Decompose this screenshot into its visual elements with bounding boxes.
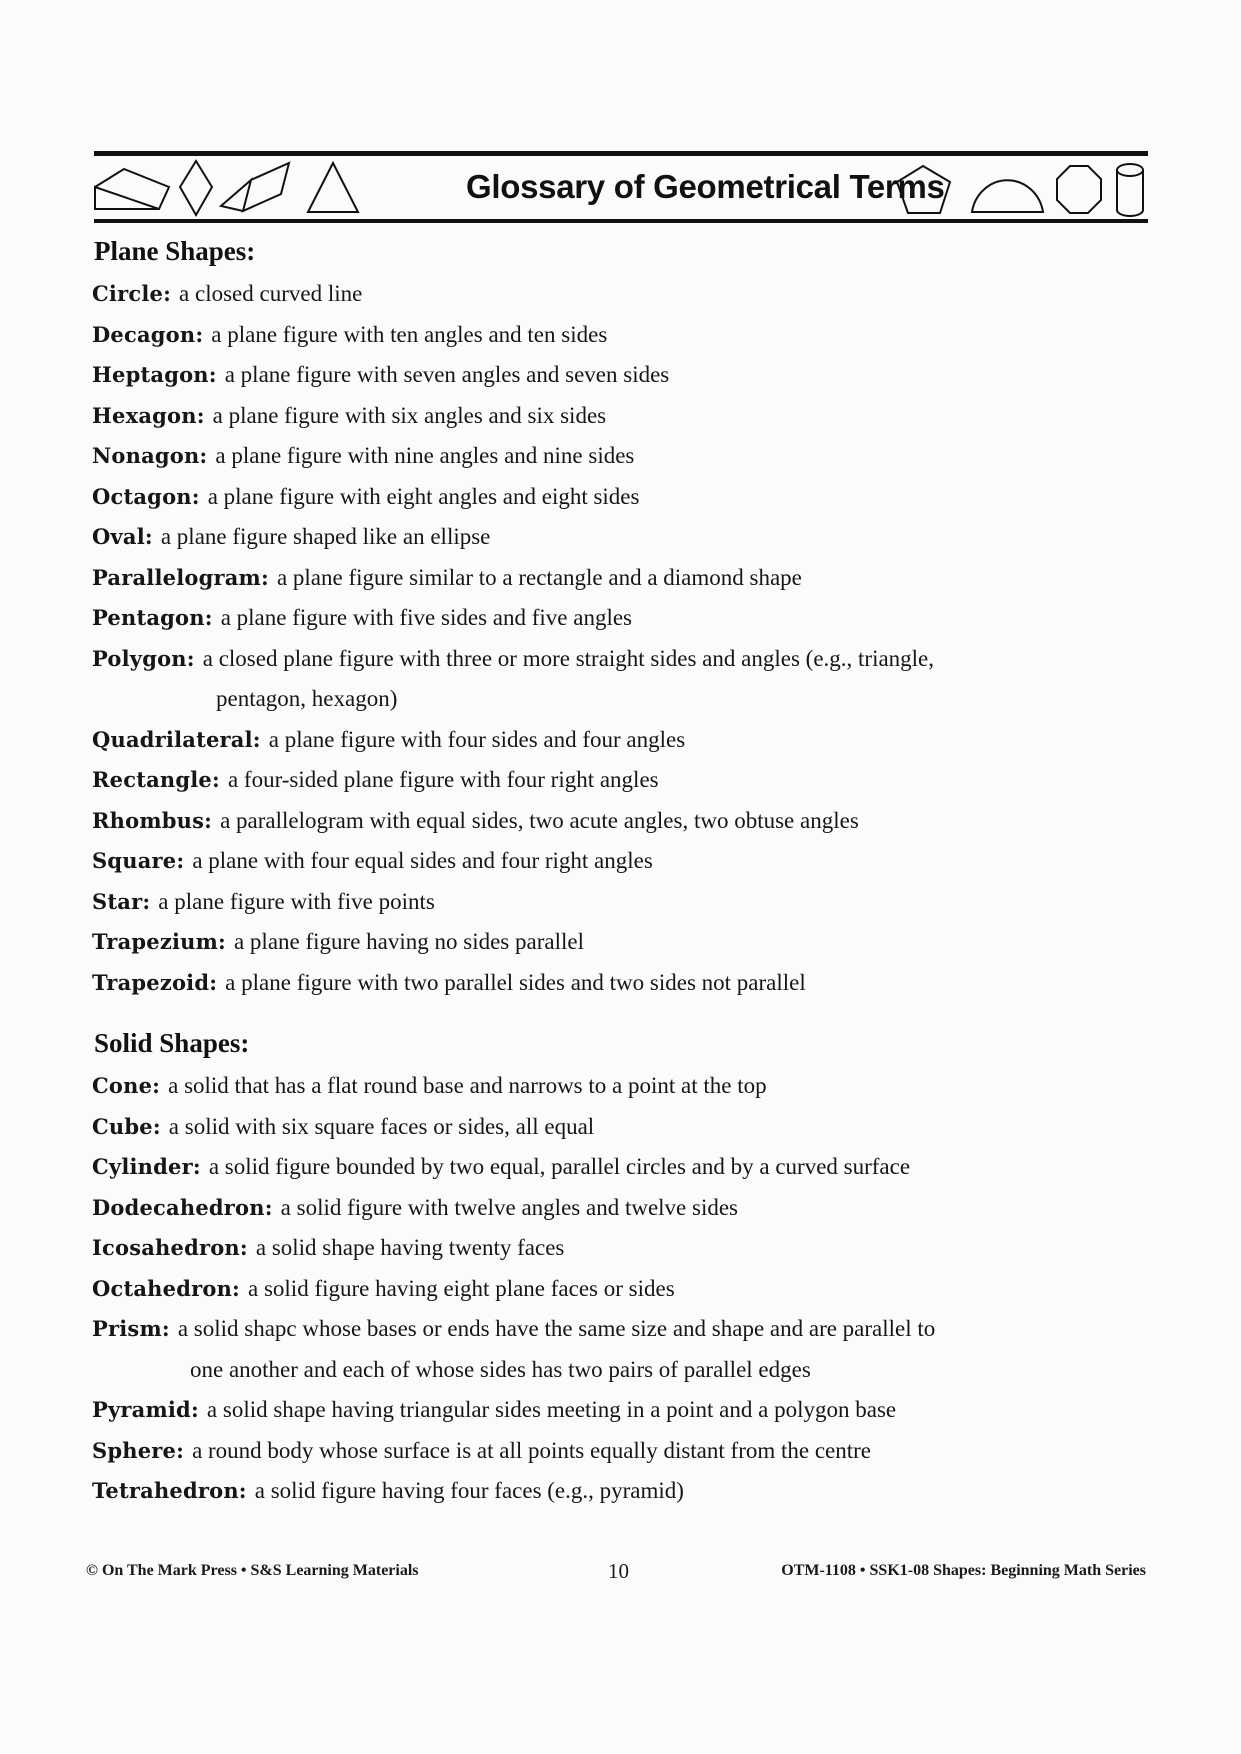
glossary-term: Rectangle: [92, 767, 220, 792]
glossary-definition: a closed plane figure with three or more straight sides and angles (e.g., triangle, [202, 645, 935, 671]
glossary-entry [92, 801, 934, 842]
page-title: Glossary of Geometrical Terms [466, 168, 945, 205]
glossary-definition: a plane figure similar to a rectangle and a diamond shape [276, 564, 802, 590]
glossary-term: Decagon: [92, 321, 204, 347]
glossary-entry [92, 355, 934, 396]
glossary-term: Sphere: [92, 1437, 185, 1463]
glossary-entry [92, 558, 934, 599]
glossary-definition: a solid shape having triangular sides meeting in a point and a polygon base [206, 1397, 897, 1422]
glossary-term: Icosahedron: [92, 1235, 248, 1260]
glossary-header [94, 158, 1148, 218]
footer-series: OTM-1108 • SSK1-08 Shapes: Beginning Math Series [781, 1562, 1146, 1579]
glossary-term: Parallelogram: [92, 564, 269, 590]
plane-shapes-heading: Plane Shapes: [94, 236, 256, 266]
glossary-definition: a solid figure bounded by two equal, parallel circles and by a curved surface [208, 1154, 911, 1179]
glossary-definition: a closed curved line [179, 281, 363, 306]
glossary-entry [92, 1471, 935, 1512]
glossary-definition: a plane figure with seven angles and seven sides [224, 362, 670, 387]
glossary-definition: a plane figure with ten angles and ten sides [211, 321, 608, 347]
glossary-definition: a four-sided plane figure with four right angles [227, 767, 659, 792]
glossary-entry [92, 922, 934, 963]
glossary-definition: a solid figure having four faces (e.g., pyramid) [254, 1478, 684, 1503]
solid-shapes-heading: Solid Shapes: [94, 1028, 250, 1058]
cylinder-icon [1114, 162, 1146, 218]
glossary-entry [92, 720, 934, 761]
glossary-term: Circle: [92, 281, 172, 306]
glossary-definition: a parallelogram with equal sides, two acute angles, two obtuse angles [220, 807, 859, 833]
glossary-entry [92, 1188, 935, 1229]
glossary-entry [92, 396, 934, 437]
octagon-icon [1055, 165, 1103, 215]
glossary-definition: a solid shapc whose bases or ends have the same size and shape and are parallel to [177, 1316, 936, 1341]
glossary-entry [92, 1431, 935, 1472]
plane-shapes-list [92, 274, 934, 1003]
footer-copyright: © On The Mark Press • S&S Learning Materials [86, 1562, 419, 1579]
glossary-term: Hexagon: [92, 402, 205, 428]
glossary-entry [92, 1066, 935, 1107]
glossary-definition-continuation: one another and each of whose sides has two pairs of parallel edges [190, 1356, 811, 1382]
glossary-entry [92, 517, 934, 558]
pentagon-icon [896, 165, 954, 217]
glossary-term: Trapezium: [92, 929, 226, 954]
glossary-term: Star: [92, 888, 151, 914]
triangular-prism-icon [219, 161, 291, 213]
glossary-definition: a plane figure with nine angles and nine sides [215, 443, 635, 468]
glossary-term: Heptagon: [92, 362, 217, 387]
glossary-term: Oval: [92, 524, 153, 549]
header-bottom-rule [94, 219, 1148, 223]
glossary-entry [92, 1269, 935, 1310]
glossary-definition: a solid figure with twelve angles and twelve sides [280, 1194, 738, 1220]
page-footer [86, 1559, 1146, 1586]
glossary-definition: a plane figure having no sides parallel [233, 929, 584, 954]
triangle-icon [307, 162, 361, 214]
glossary-entry [92, 882, 934, 923]
glossary-entry [92, 760, 934, 801]
glossary-entry [92, 1147, 935, 1188]
glossary-entry [92, 274, 934, 315]
glossary-definition: a plane with four equal sides and four right angles [192, 848, 653, 873]
glossary-entry [92, 1228, 935, 1269]
glossary-entry [92, 841, 934, 882]
glossary-definition: a round body whose surface is at all points equally distant from the centre [192, 1437, 872, 1463]
glossary-definition: a plane figure shaped like an ellipse [160, 524, 491, 549]
glossary-entry [92, 315, 934, 356]
glossary-term: Trapezoid: [92, 969, 218, 995]
glossary-definition: a plane figure with five points [158, 888, 435, 914]
header-top-rule [94, 151, 1148, 156]
glossary-definition: a solid with six square faces or sides, all equal [168, 1113, 595, 1139]
glossary-entry [92, 1390, 935, 1431]
glossary-entry [92, 963, 934, 1004]
glossary-definition: a plane figure with two parallel sides and two sides not parallel [225, 969, 806, 995]
glossary-definition: a plane figure with four sides and four angles [268, 726, 686, 752]
glossary-entry [92, 1309, 935, 1390]
glossary-definition: a plane figure with five sides and five angles [220, 605, 632, 630]
glossary-entry [92, 477, 934, 518]
glossary-term: Pentagon: [92, 605, 213, 630]
glossary-term: Tetrahedron: [92, 1478, 247, 1503]
glossary-term: Pyramid: [92, 1397, 199, 1422]
trapezoid-prism-icon [94, 162, 174, 212]
glossary-term: Polygon: [92, 645, 195, 671]
glossary-definition: a solid that has a flat round base and narrows to a point at the top [168, 1073, 767, 1098]
solid-shapes-list [92, 1066, 935, 1512]
glossary-entry [92, 639, 934, 720]
glossary-definition-continuation: pentagon, hexagon) [216, 686, 398, 711]
semicircle-icon [970, 170, 1046, 214]
glossary-entry [92, 436, 934, 477]
glossary-definition: a solid shape having twenty faces [255, 1235, 565, 1260]
glossary-term: Rhombus: [92, 807, 213, 833]
glossary-term: Cylinder: [92, 1154, 201, 1179]
glossary-term: Octagon: [92, 483, 200, 509]
glossary-definition: a plane figure with eight angles and eight sides [207, 483, 640, 509]
glossary-entry [92, 1107, 935, 1148]
glossary-term: Prism: [92, 1316, 170, 1341]
glossary-term: Octahedron: [92, 1275, 240, 1301]
glossary-term: Quadrilateral: [92, 726, 261, 752]
glossary-term: Cone: [92, 1073, 161, 1098]
glossary-term: Cube: [92, 1113, 161, 1139]
glossary-term: Dodecahedron: [92, 1194, 273, 1220]
glossary-definition: a plane figure with six angles and six sides [212, 402, 607, 428]
glossary-definition: a solid figure having eight plane faces or sides [248, 1275, 675, 1301]
page-number: 10 [608, 1559, 629, 1583]
glossary-term: Nonagon: [92, 443, 208, 468]
glossary-entry [92, 598, 934, 639]
rhombus-icon [178, 160, 214, 216]
glossary-term: Square: [92, 848, 185, 873]
